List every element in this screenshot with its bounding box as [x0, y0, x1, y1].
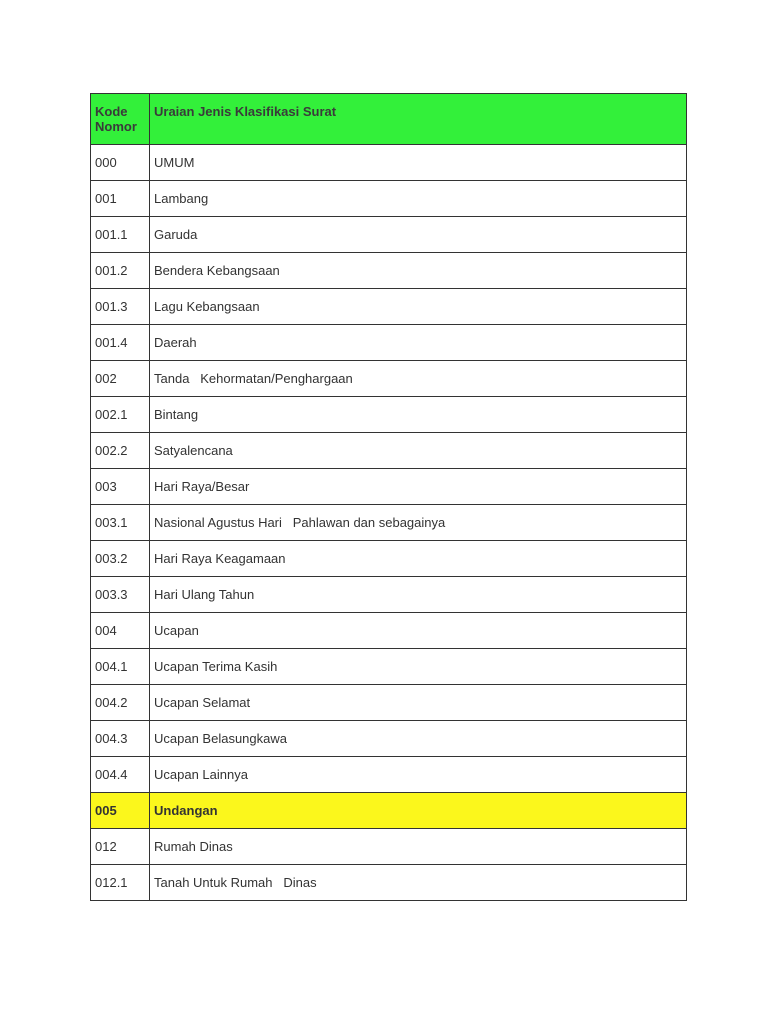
- table-row: [91, 469, 687, 505]
- table-row: [91, 397, 687, 433]
- table-row: [91, 541, 687, 577]
- table-row: [91, 145, 687, 181]
- table-header-row: [91, 94, 687, 145]
- table-row: [91, 865, 687, 901]
- row-description: Ucapan: [150, 613, 687, 649]
- row-code: 012: [91, 829, 150, 865]
- row-code: 012.1: [91, 865, 150, 901]
- row-description: UMUM: [150, 145, 687, 181]
- row-code: 000: [91, 145, 150, 181]
- header-code: Kode Nomor: [91, 94, 150, 145]
- table-row: [91, 325, 687, 361]
- row-code: 001.4: [91, 325, 150, 361]
- header-description: Uraian Jenis Klasifikasi Surat: [150, 94, 687, 145]
- row-code: 001.2: [91, 253, 150, 289]
- table-row: [91, 649, 687, 685]
- row-description: Garuda: [150, 217, 687, 253]
- table-row: [91, 793, 687, 829]
- row-code: 001.1: [91, 217, 150, 253]
- row-description: Lambang: [150, 181, 687, 217]
- table-row: [91, 361, 687, 397]
- row-description: Satyalencana: [150, 433, 687, 469]
- table-row: [91, 685, 687, 721]
- row-description: Ucapan Terima Kasih: [150, 649, 687, 685]
- table-row: [91, 613, 687, 649]
- row-description: Ucapan Selamat: [150, 685, 687, 721]
- row-description: Nasional Agustus Hari Pahlawan dan sebagainya: [150, 505, 687, 541]
- row-description: Hari Raya Keagamaan: [150, 541, 687, 577]
- row-code: 001: [91, 181, 150, 217]
- row-description: Tanah Untuk Rumah Dinas: [150, 865, 687, 901]
- row-code: 002.1: [91, 397, 150, 433]
- row-code: 005: [91, 793, 150, 829]
- row-description: Ucapan Lainnya: [150, 757, 687, 793]
- row-description: Undangan: [150, 793, 687, 829]
- table-row: [91, 757, 687, 793]
- row-description: Ucapan Belasungkawa: [150, 721, 687, 757]
- row-code: 002.2: [91, 433, 150, 469]
- row-description: Daerah: [150, 325, 687, 361]
- table-row: [91, 253, 687, 289]
- row-code: 003.1: [91, 505, 150, 541]
- table-row: [91, 721, 687, 757]
- row-code: 001.3: [91, 289, 150, 325]
- row-description: Rumah Dinas: [150, 829, 687, 865]
- row-description: Bintang: [150, 397, 687, 433]
- row-description: Tanda Kehormatan/Penghargaan: [150, 361, 687, 397]
- row-description: Hari Raya/Besar: [150, 469, 687, 505]
- row-code: 003.2: [91, 541, 150, 577]
- row-code: 004: [91, 613, 150, 649]
- row-code: 004.1: [91, 649, 150, 685]
- table-row: [91, 829, 687, 865]
- table-row: [91, 181, 687, 217]
- row-code: 004.3: [91, 721, 150, 757]
- row-description: Lagu Kebangsaan: [150, 289, 687, 325]
- table-row: [91, 217, 687, 253]
- row-code: 004.2: [91, 685, 150, 721]
- table-body: [91, 145, 687, 901]
- table-row: [91, 433, 687, 469]
- table-row: [91, 289, 687, 325]
- table-row: [91, 577, 687, 613]
- table-row: [91, 505, 687, 541]
- classification-table: [90, 93, 687, 901]
- row-code: 003.3: [91, 577, 150, 613]
- row-description: Bendera Kebangsaan: [150, 253, 687, 289]
- row-code: 002: [91, 361, 150, 397]
- row-description: Hari Ulang Tahun: [150, 577, 687, 613]
- row-code: 004.4: [91, 757, 150, 793]
- row-code: 003: [91, 469, 150, 505]
